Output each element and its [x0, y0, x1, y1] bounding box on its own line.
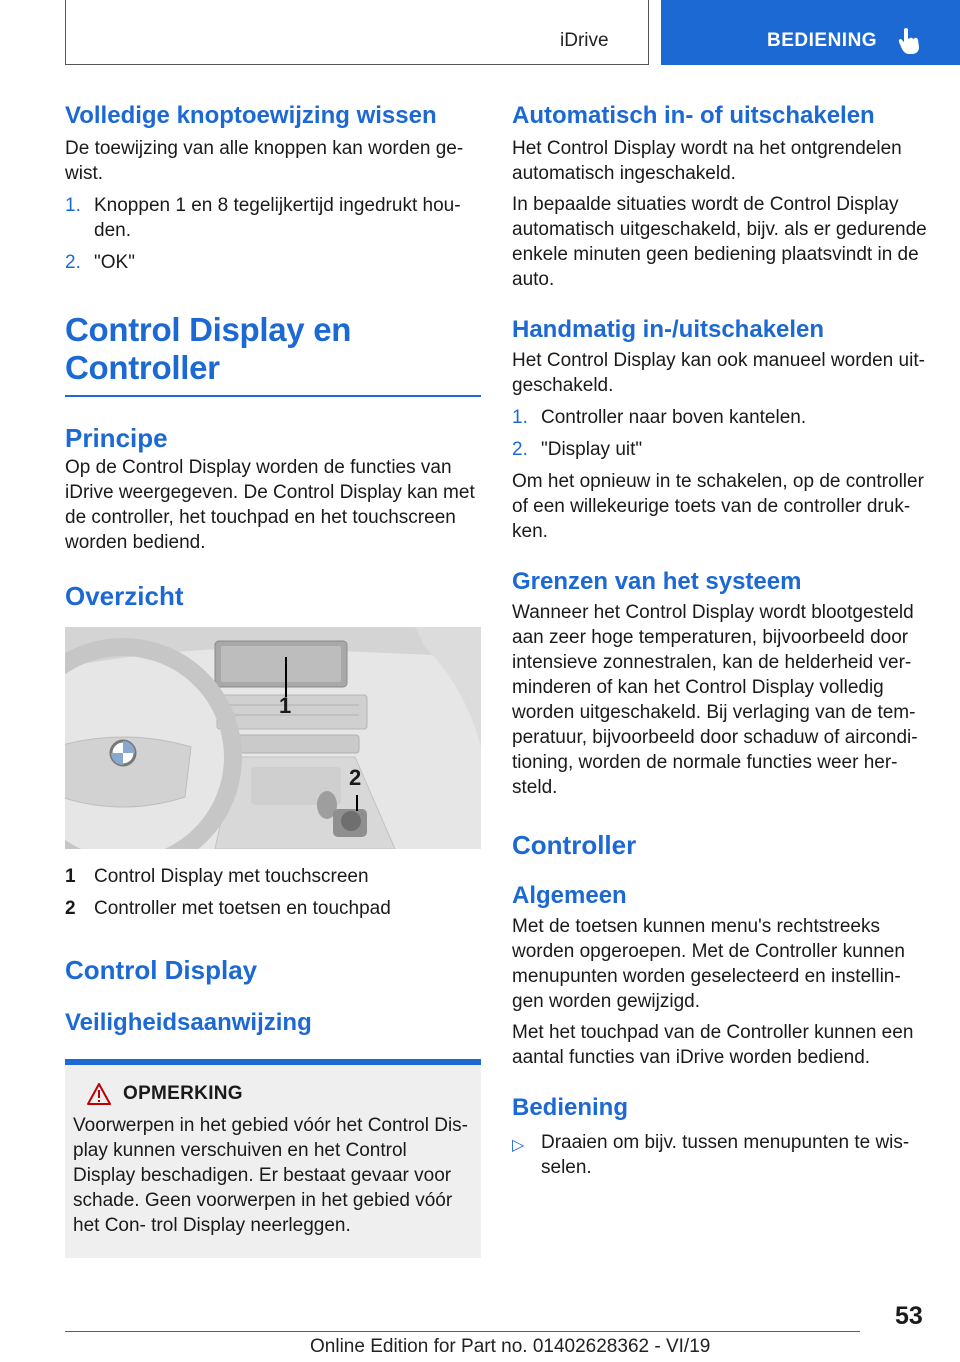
list-item: 2. "OK": [65, 252, 135, 273]
cockpit-illustration: [65, 627, 481, 849]
paragraph-manual-switch-2: Om het opnieuw in te schakelen, op de controller of een willekeurige toets van de controller druk- ken.: [512, 471, 924, 542]
section-title-control-display: Control Display: [65, 955, 258, 985]
footer-edition: Online Edition for Part no. 01402628362 - VI/19: [310, 1336, 711, 1357]
subsection-title-general: Algemeen: [512, 882, 627, 909]
notice-header: [87, 1083, 473, 1105]
paragraph-manual-switch: Het Control Display kan ook manueel worden uit- geschakeld.: [512, 350, 925, 396]
paragraph-system-limits: Wanneer het Control Display wordt blootgesteld aan zeer hoge temperaturen, bijvoorbeeld door intensieve zonnestralen, kan de helderheid ver- minderen of kan het Control Display volledig worden uitgeschakeld. Bij verlaging van de tem- peratuur, bijvoorbeeld door schaduw of aircondi- tioning, worden de normale functies weer her- steld.: [512, 602, 918, 798]
chapter-title-line-2: Controller: [65, 349, 220, 386]
page-number: 53: [895, 1302, 923, 1330]
legend-row: 2 Controller met toetsen en touchpad: [65, 898, 391, 919]
list-item: 2. "Display uit": [512, 439, 643, 460]
paragraph-general-2: Met het touchpad van de Controller kunnen een aantal functies van iDrive worden bediend.: [512, 1022, 914, 1068]
figure-legend: [65, 861, 481, 925]
warning-triangle-icon: [87, 1083, 111, 1105]
footer-divider: [65, 1331, 860, 1332]
paragraph-clear-assignment: De toewijzing van alle knoppen kan worden ge- wist.: [65, 138, 464, 184]
chapter-title-line-1: Control Display en: [65, 311, 352, 348]
header-chapter-label: BEDIENING: [767, 30, 878, 51]
hand-pointer-icon: [897, 27, 921, 55]
callout-2: 2: [349, 765, 362, 790]
section-title-auto-switch: Automatisch in- of uitschakelen: [512, 102, 875, 129]
triangle-bullet-icon: ▷: [512, 1137, 525, 1154]
header-section-title: iDrive: [560, 30, 609, 51]
section-title-system-limits: Grenzen van het systeem: [512, 568, 802, 595]
notice-label: OPMERKING: [123, 1083, 243, 1104]
paragraph-auto-switch-1: Het Control Display wordt na het ontgrendelen automatisch ingeschakeld.: [512, 138, 902, 184]
notice-box: [65, 1059, 481, 1258]
chapter-divider: [65, 395, 481, 397]
cockpit-drawing: [65, 627, 481, 849]
steps-manual-switch: [512, 405, 932, 462]
header-chapter-tab: [661, 0, 960, 65]
steps-clear-assignment: [65, 193, 481, 275]
section-title-manual-switch: Handmatig in-/uitschakelen: [512, 316, 825, 343]
subsection-title-safety: Veiligheidsaanwijzing: [65, 1009, 312, 1036]
callout-1: 1: [279, 693, 292, 718]
legend-row: 1 Control Display met touchscreen: [65, 866, 369, 887]
section-title-overzicht: Overzicht: [65, 581, 184, 611]
operation-list: [512, 1130, 932, 1180]
section-title-principe: Principe: [65, 423, 168, 453]
right-column: [512, 100, 932, 1180]
paragraph-auto-switch-2: In bepaalde situaties wordt de Control Display automatisch uitgeschakeld, bijv. als er gedurende enkele minuten geen bediening plaatsvindt in de auto.: [512, 194, 927, 290]
list-item: 1. Controller naar boven kantelen.: [512, 407, 807, 428]
list-item: ▷ Draaien om bijv. tussen menupunten te wis- selen.: [512, 1132, 910, 1178]
subsection-title-operation: Bediening: [512, 1094, 629, 1121]
section-title-controller: Controller: [512, 830, 637, 860]
paragraph-general-1: Met de toetsen kunnen menu's rechtstreeks worden opgeroepen. Met de Controller kunnen menupunten worden geselecteerd en instellin- gen worden gewijzigd.: [512, 916, 905, 1012]
paragraph-principe: Op de Control Display worden de functies van iDrive weergegeven. De Control Display kan met de controller, het touchpad en het touchscreen worden bediend.: [65, 457, 475, 553]
notice-text: Voorwerpen in het gebied vóór het Control Dis- play kunnen verschuiven en het Control Display beschadigen. Er bestaat gevaar voor schade. Geen voorwerpen in het gebied vóór het Con- trol Display neerleggen.: [73, 1115, 469, 1236]
section-title-clear-assignment: Volledige knoptoewijzing wissen: [65, 102, 437, 129]
left-column: [65, 100, 481, 1258]
list-item: 1. Knoppen 1 en 8 tegelijkertijd ingedrukt hou- den.: [65, 195, 461, 241]
